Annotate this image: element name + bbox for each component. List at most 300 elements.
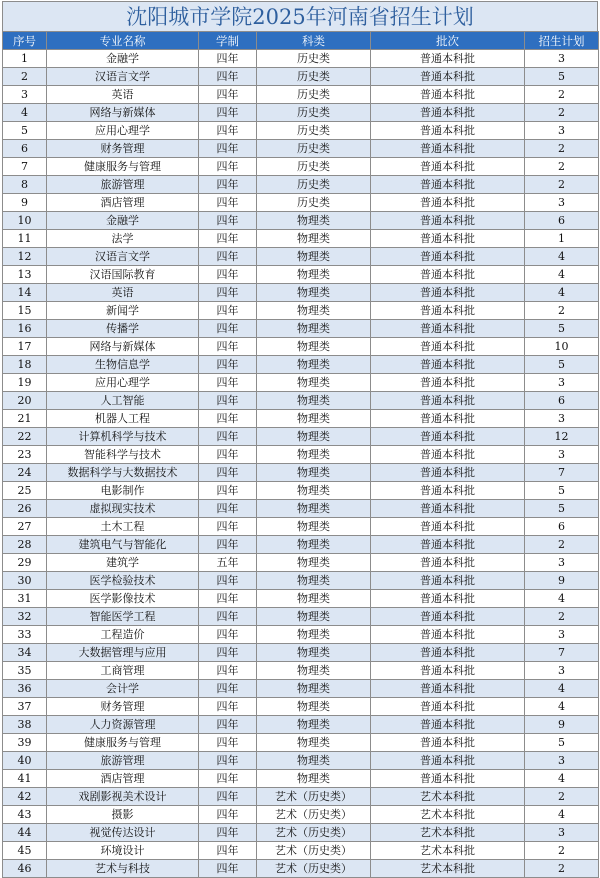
table-row	[3, 824, 599, 842]
cell-duration: 四年	[199, 860, 257, 878]
cell-quota: 4	[525, 770, 599, 788]
cell-duration: 四年	[199, 410, 257, 428]
cell-index: 13	[3, 266, 47, 284]
cell-major: 智能医学工程	[47, 608, 199, 626]
cell-major: 虚拟现实技术	[47, 500, 199, 518]
cell-category: 物理类	[257, 716, 371, 734]
cell-batch: 普通本科批	[371, 626, 525, 644]
cell-major: 健康服务与管理	[47, 158, 199, 176]
cell-category: 物理类	[257, 338, 371, 356]
cell-index: 12	[3, 248, 47, 266]
cell-category: 物理类	[257, 302, 371, 320]
cell-major: 数据科学与大数据技术	[47, 464, 199, 482]
cell-category: 物理类	[257, 284, 371, 302]
cell-category: 历史类	[257, 122, 371, 140]
cell-quota: 9	[525, 572, 599, 590]
cell-quota: 3	[525, 662, 599, 680]
cell-category: 物理类	[257, 212, 371, 230]
table-row	[3, 248, 599, 266]
cell-batch: 普通本科批	[371, 212, 525, 230]
cell-index: 15	[3, 302, 47, 320]
cell-quota: 3	[525, 50, 599, 68]
cell-quota: 4	[525, 266, 599, 284]
cell-batch: 普通本科批	[371, 644, 525, 662]
cell-category: 物理类	[257, 554, 371, 572]
cell-category: 物理类	[257, 356, 371, 374]
table-row	[3, 428, 599, 446]
cell-major: 工商管理	[47, 662, 199, 680]
cell-quota: 3	[525, 446, 599, 464]
cell-batch: 普通本科批	[371, 50, 525, 68]
cell-batch: 普通本科批	[371, 140, 525, 158]
cell-quota: 3	[525, 122, 599, 140]
cell-batch: 普通本科批	[371, 554, 525, 572]
cell-quota: 4	[525, 680, 599, 698]
cell-duration: 四年	[199, 824, 257, 842]
cell-major: 财务管理	[47, 698, 199, 716]
cell-quota: 4	[525, 806, 599, 824]
cell-batch: 普通本科批	[371, 320, 525, 338]
cell-duration: 四年	[199, 536, 257, 554]
cell-quota: 9	[525, 716, 599, 734]
cell-major: 建筑学	[47, 554, 199, 572]
cell-category: 物理类	[257, 752, 371, 770]
cell-major: 戏剧影视美术设计	[47, 788, 199, 806]
cell-duration: 四年	[199, 446, 257, 464]
table-row	[3, 734, 599, 752]
cell-category: 物理类	[257, 410, 371, 428]
cell-batch: 艺术本科批	[371, 842, 525, 860]
table-row	[3, 500, 599, 518]
cell-duration: 四年	[199, 608, 257, 626]
cell-duration: 四年	[199, 212, 257, 230]
cell-quota: 5	[525, 356, 599, 374]
table-row	[3, 392, 599, 410]
cell-batch: 普通本科批	[371, 716, 525, 734]
table-row	[3, 518, 599, 536]
cell-category: 物理类	[257, 590, 371, 608]
cell-category: 物理类	[257, 626, 371, 644]
cell-major: 计算机科学与技术	[47, 428, 199, 446]
cell-major: 人力资源管理	[47, 716, 199, 734]
cell-major: 金融学	[47, 212, 199, 230]
cell-category: 物理类	[257, 770, 371, 788]
table-row	[3, 644, 599, 662]
table-row	[3, 482, 599, 500]
cell-category: 艺术（历史类）	[257, 788, 371, 806]
cell-index: 30	[3, 572, 47, 590]
cell-batch: 普通本科批	[371, 572, 525, 590]
cell-major: 汉语言文学	[47, 248, 199, 266]
cell-major: 传播学	[47, 320, 199, 338]
cell-major: 医学影像技术	[47, 590, 199, 608]
cell-batch: 普通本科批	[371, 374, 525, 392]
cell-batch: 普通本科批	[371, 158, 525, 176]
table-row	[3, 122, 599, 140]
cell-major: 英语	[47, 284, 199, 302]
cell-major: 金融学	[47, 50, 199, 68]
cell-quota: 5	[525, 734, 599, 752]
cell-quota: 7	[525, 644, 599, 662]
cell-index: 25	[3, 482, 47, 500]
cell-category: 艺术（历史类）	[257, 860, 371, 878]
cell-duration: 四年	[199, 572, 257, 590]
cell-quota: 2	[525, 140, 599, 158]
header-batch: 批次	[371, 32, 525, 50]
table-row	[3, 626, 599, 644]
cell-category: 物理类	[257, 482, 371, 500]
cell-batch: 普通本科批	[371, 482, 525, 500]
cell-quota: 4	[525, 248, 599, 266]
table-row	[3, 572, 599, 590]
cell-quota: 5	[525, 500, 599, 518]
cell-batch: 普通本科批	[371, 500, 525, 518]
cell-index: 32	[3, 608, 47, 626]
cell-category: 物理类	[257, 266, 371, 284]
cell-batch: 艺术本科批	[371, 806, 525, 824]
cell-quota: 2	[525, 104, 599, 122]
admission-plan-table	[2, 31, 599, 878]
table-row	[3, 698, 599, 716]
cell-index: 18	[3, 356, 47, 374]
cell-batch: 普通本科批	[371, 176, 525, 194]
table-row	[3, 140, 599, 158]
cell-quota: 10	[525, 338, 599, 356]
cell-quota: 2	[525, 158, 599, 176]
cell-quota: 3	[525, 752, 599, 770]
table-row	[3, 788, 599, 806]
header-duration: 学制	[199, 32, 257, 50]
cell-major: 会计学	[47, 680, 199, 698]
cell-quota: 7	[525, 464, 599, 482]
cell-index: 35	[3, 662, 47, 680]
cell-duration: 四年	[199, 266, 257, 284]
cell-index: 5	[3, 122, 47, 140]
cell-index: 39	[3, 734, 47, 752]
cell-index: 36	[3, 680, 47, 698]
cell-duration: 四年	[199, 338, 257, 356]
table-row	[3, 842, 599, 860]
cell-batch: 普通本科批	[371, 698, 525, 716]
table-row	[3, 446, 599, 464]
cell-quota: 2	[525, 86, 599, 104]
cell-major: 健康服务与管理	[47, 734, 199, 752]
cell-duration: 四年	[199, 500, 257, 518]
cell-duration: 四年	[199, 176, 257, 194]
cell-index: 8	[3, 176, 47, 194]
cell-index: 3	[3, 86, 47, 104]
cell-batch: 普通本科批	[371, 410, 525, 428]
cell-index: 46	[3, 860, 47, 878]
cell-category: 历史类	[257, 194, 371, 212]
cell-category: 物理类	[257, 536, 371, 554]
cell-category: 物理类	[257, 518, 371, 536]
cell-category: 物理类	[257, 230, 371, 248]
cell-duration: 四年	[199, 194, 257, 212]
table-row	[3, 86, 599, 104]
cell-index: 38	[3, 716, 47, 734]
cell-quota: 2	[525, 176, 599, 194]
cell-duration: 四年	[199, 788, 257, 806]
sheet-title: 沈阳城市学院2025年河南省招生计划	[2, 1, 598, 31]
header-category: 科类	[257, 32, 371, 50]
cell-major: 财务管理	[47, 140, 199, 158]
cell-major: 工程造价	[47, 626, 199, 644]
cell-duration: 四年	[199, 50, 257, 68]
cell-duration: 四年	[199, 320, 257, 338]
table-row	[3, 176, 599, 194]
cell-duration: 四年	[199, 428, 257, 446]
cell-batch: 普通本科批	[371, 302, 525, 320]
cell-major: 英语	[47, 86, 199, 104]
table-row	[3, 68, 599, 86]
cell-quota: 2	[525, 788, 599, 806]
cell-batch: 普通本科批	[371, 770, 525, 788]
cell-category: 物理类	[257, 662, 371, 680]
cell-quota: 6	[525, 518, 599, 536]
cell-batch: 普通本科批	[371, 662, 525, 680]
cell-index: 28	[3, 536, 47, 554]
cell-category: 历史类	[257, 68, 371, 86]
cell-duration: 四年	[199, 392, 257, 410]
cell-quota: 2	[525, 608, 599, 626]
cell-quota: 12	[525, 428, 599, 446]
cell-category: 艺术（历史类）	[257, 824, 371, 842]
table-row	[3, 608, 599, 626]
cell-quota: 3	[525, 626, 599, 644]
cell-major: 新闻学	[47, 302, 199, 320]
table-row	[3, 752, 599, 770]
cell-major: 旅游管理	[47, 176, 199, 194]
cell-category: 物理类	[257, 428, 371, 446]
cell-index: 7	[3, 158, 47, 176]
cell-major: 建筑电气与智能化	[47, 536, 199, 554]
cell-duration: 四年	[199, 122, 257, 140]
cell-duration: 四年	[199, 626, 257, 644]
cell-batch: 普通本科批	[371, 734, 525, 752]
cell-major: 生物信息学	[47, 356, 199, 374]
cell-quota: 1	[525, 230, 599, 248]
cell-duration: 五年	[199, 554, 257, 572]
cell-quota: 3	[525, 410, 599, 428]
cell-duration: 四年	[199, 662, 257, 680]
table-row	[3, 680, 599, 698]
cell-major: 医学检验技术	[47, 572, 199, 590]
cell-quota: 3	[525, 554, 599, 572]
cell-major: 电影制作	[47, 482, 199, 500]
cell-category: 物理类	[257, 248, 371, 266]
cell-index: 6	[3, 140, 47, 158]
cell-major: 环境设计	[47, 842, 199, 860]
cell-category: 历史类	[257, 158, 371, 176]
cell-batch: 普通本科批	[371, 446, 525, 464]
table-header-row	[3, 32, 599, 50]
cell-category: 物理类	[257, 608, 371, 626]
table-row	[3, 230, 599, 248]
cell-category: 历史类	[257, 86, 371, 104]
cell-batch: 普通本科批	[371, 428, 525, 446]
cell-batch: 普通本科批	[371, 248, 525, 266]
cell-batch: 普通本科批	[371, 284, 525, 302]
cell-duration: 四年	[199, 248, 257, 266]
cell-major: 视觉传达设计	[47, 824, 199, 842]
admission-plan-sheet	[2, 1, 598, 878]
cell-batch: 普通本科批	[371, 230, 525, 248]
cell-batch: 普通本科批	[371, 194, 525, 212]
table-row	[3, 158, 599, 176]
cell-duration: 四年	[199, 590, 257, 608]
cell-index: 34	[3, 644, 47, 662]
cell-duration: 四年	[199, 140, 257, 158]
table-row	[3, 806, 599, 824]
table-row	[3, 716, 599, 734]
cell-major: 摄影	[47, 806, 199, 824]
cell-batch: 艺术本科批	[371, 860, 525, 878]
cell-quota: 6	[525, 392, 599, 410]
cell-category: 物理类	[257, 698, 371, 716]
cell-batch: 普通本科批	[371, 464, 525, 482]
cell-index: 45	[3, 842, 47, 860]
cell-quota: 2	[525, 860, 599, 878]
table-row	[3, 212, 599, 230]
cell-quota: 2	[525, 302, 599, 320]
cell-quota: 2	[525, 536, 599, 554]
cell-index: 17	[3, 338, 47, 356]
cell-index: 40	[3, 752, 47, 770]
cell-batch: 普通本科批	[371, 122, 525, 140]
cell-index: 21	[3, 410, 47, 428]
cell-index: 42	[3, 788, 47, 806]
cell-category: 物理类	[257, 446, 371, 464]
cell-duration: 四年	[199, 104, 257, 122]
cell-duration: 四年	[199, 230, 257, 248]
cell-duration: 四年	[199, 356, 257, 374]
cell-quota: 4	[525, 590, 599, 608]
cell-category: 物理类	[257, 320, 371, 338]
cell-major: 应用心理学	[47, 122, 199, 140]
cell-quota: 6	[525, 212, 599, 230]
cell-index: 27	[3, 518, 47, 536]
cell-index: 44	[3, 824, 47, 842]
table-row	[3, 320, 599, 338]
cell-index: 14	[3, 284, 47, 302]
header-major: 专业名称	[47, 32, 199, 50]
cell-index: 20	[3, 392, 47, 410]
cell-batch: 普通本科批	[371, 752, 525, 770]
cell-duration: 四年	[199, 716, 257, 734]
cell-index: 9	[3, 194, 47, 212]
cell-category: 艺术（历史类）	[257, 806, 371, 824]
cell-category: 物理类	[257, 374, 371, 392]
cell-quota: 4	[525, 284, 599, 302]
cell-category: 物理类	[257, 464, 371, 482]
cell-batch: 普通本科批	[371, 86, 525, 104]
cell-index: 31	[3, 590, 47, 608]
cell-duration: 四年	[199, 644, 257, 662]
table-row	[3, 356, 599, 374]
cell-duration: 四年	[199, 482, 257, 500]
cell-category: 物理类	[257, 680, 371, 698]
cell-major: 汉语言文学	[47, 68, 199, 86]
cell-category: 历史类	[257, 140, 371, 158]
cell-index: 10	[3, 212, 47, 230]
cell-major: 旅游管理	[47, 752, 199, 770]
cell-duration: 四年	[199, 842, 257, 860]
table-row	[3, 464, 599, 482]
cell-index: 29	[3, 554, 47, 572]
cell-index: 2	[3, 68, 47, 86]
cell-category: 物理类	[257, 392, 371, 410]
cell-index: 19	[3, 374, 47, 392]
cell-category: 艺术（历史类）	[257, 842, 371, 860]
cell-major: 酒店管理	[47, 194, 199, 212]
cell-index: 41	[3, 770, 47, 788]
cell-major: 机器人工程	[47, 410, 199, 428]
cell-index: 33	[3, 626, 47, 644]
cell-quota: 3	[525, 824, 599, 842]
cell-batch: 普通本科批	[371, 104, 525, 122]
table-row	[3, 338, 599, 356]
cell-duration: 四年	[199, 284, 257, 302]
cell-index: 24	[3, 464, 47, 482]
cell-quota: 3	[525, 374, 599, 392]
cell-duration: 四年	[199, 158, 257, 176]
cell-index: 11	[3, 230, 47, 248]
cell-index: 16	[3, 320, 47, 338]
header-index: 序号	[3, 32, 47, 50]
cell-batch: 普通本科批	[371, 68, 525, 86]
table-row	[3, 374, 599, 392]
header-quota: 招生计划	[525, 32, 599, 50]
cell-major: 法学	[47, 230, 199, 248]
table-row	[3, 662, 599, 680]
cell-category: 物理类	[257, 572, 371, 590]
cell-duration: 四年	[199, 752, 257, 770]
cell-index: 23	[3, 446, 47, 464]
cell-batch: 普通本科批	[371, 338, 525, 356]
cell-batch: 普通本科批	[371, 590, 525, 608]
cell-batch: 普通本科批	[371, 536, 525, 554]
cell-quota: 2	[525, 842, 599, 860]
table-row	[3, 770, 599, 788]
table-row	[3, 194, 599, 212]
cell-index: 1	[3, 50, 47, 68]
cell-batch: 普通本科批	[371, 518, 525, 536]
cell-index: 43	[3, 806, 47, 824]
cell-major: 网络与新媒体	[47, 338, 199, 356]
cell-quota: 4	[525, 698, 599, 716]
cell-duration: 四年	[199, 302, 257, 320]
cell-major: 艺术与科技	[47, 860, 199, 878]
cell-duration: 四年	[199, 698, 257, 716]
table-row	[3, 50, 599, 68]
cell-quota: 5	[525, 68, 599, 86]
table-row	[3, 554, 599, 572]
cell-major: 人工智能	[47, 392, 199, 410]
cell-duration: 四年	[199, 680, 257, 698]
cell-quota: 5	[525, 482, 599, 500]
cell-duration: 四年	[199, 374, 257, 392]
table-row	[3, 410, 599, 428]
cell-duration: 四年	[199, 734, 257, 752]
cell-major: 汉语国际教育	[47, 266, 199, 284]
cell-index: 26	[3, 500, 47, 518]
cell-index: 22	[3, 428, 47, 446]
cell-batch: 普通本科批	[371, 680, 525, 698]
cell-major: 大数据管理与应用	[47, 644, 199, 662]
table-row	[3, 302, 599, 320]
cell-major: 应用心理学	[47, 374, 199, 392]
